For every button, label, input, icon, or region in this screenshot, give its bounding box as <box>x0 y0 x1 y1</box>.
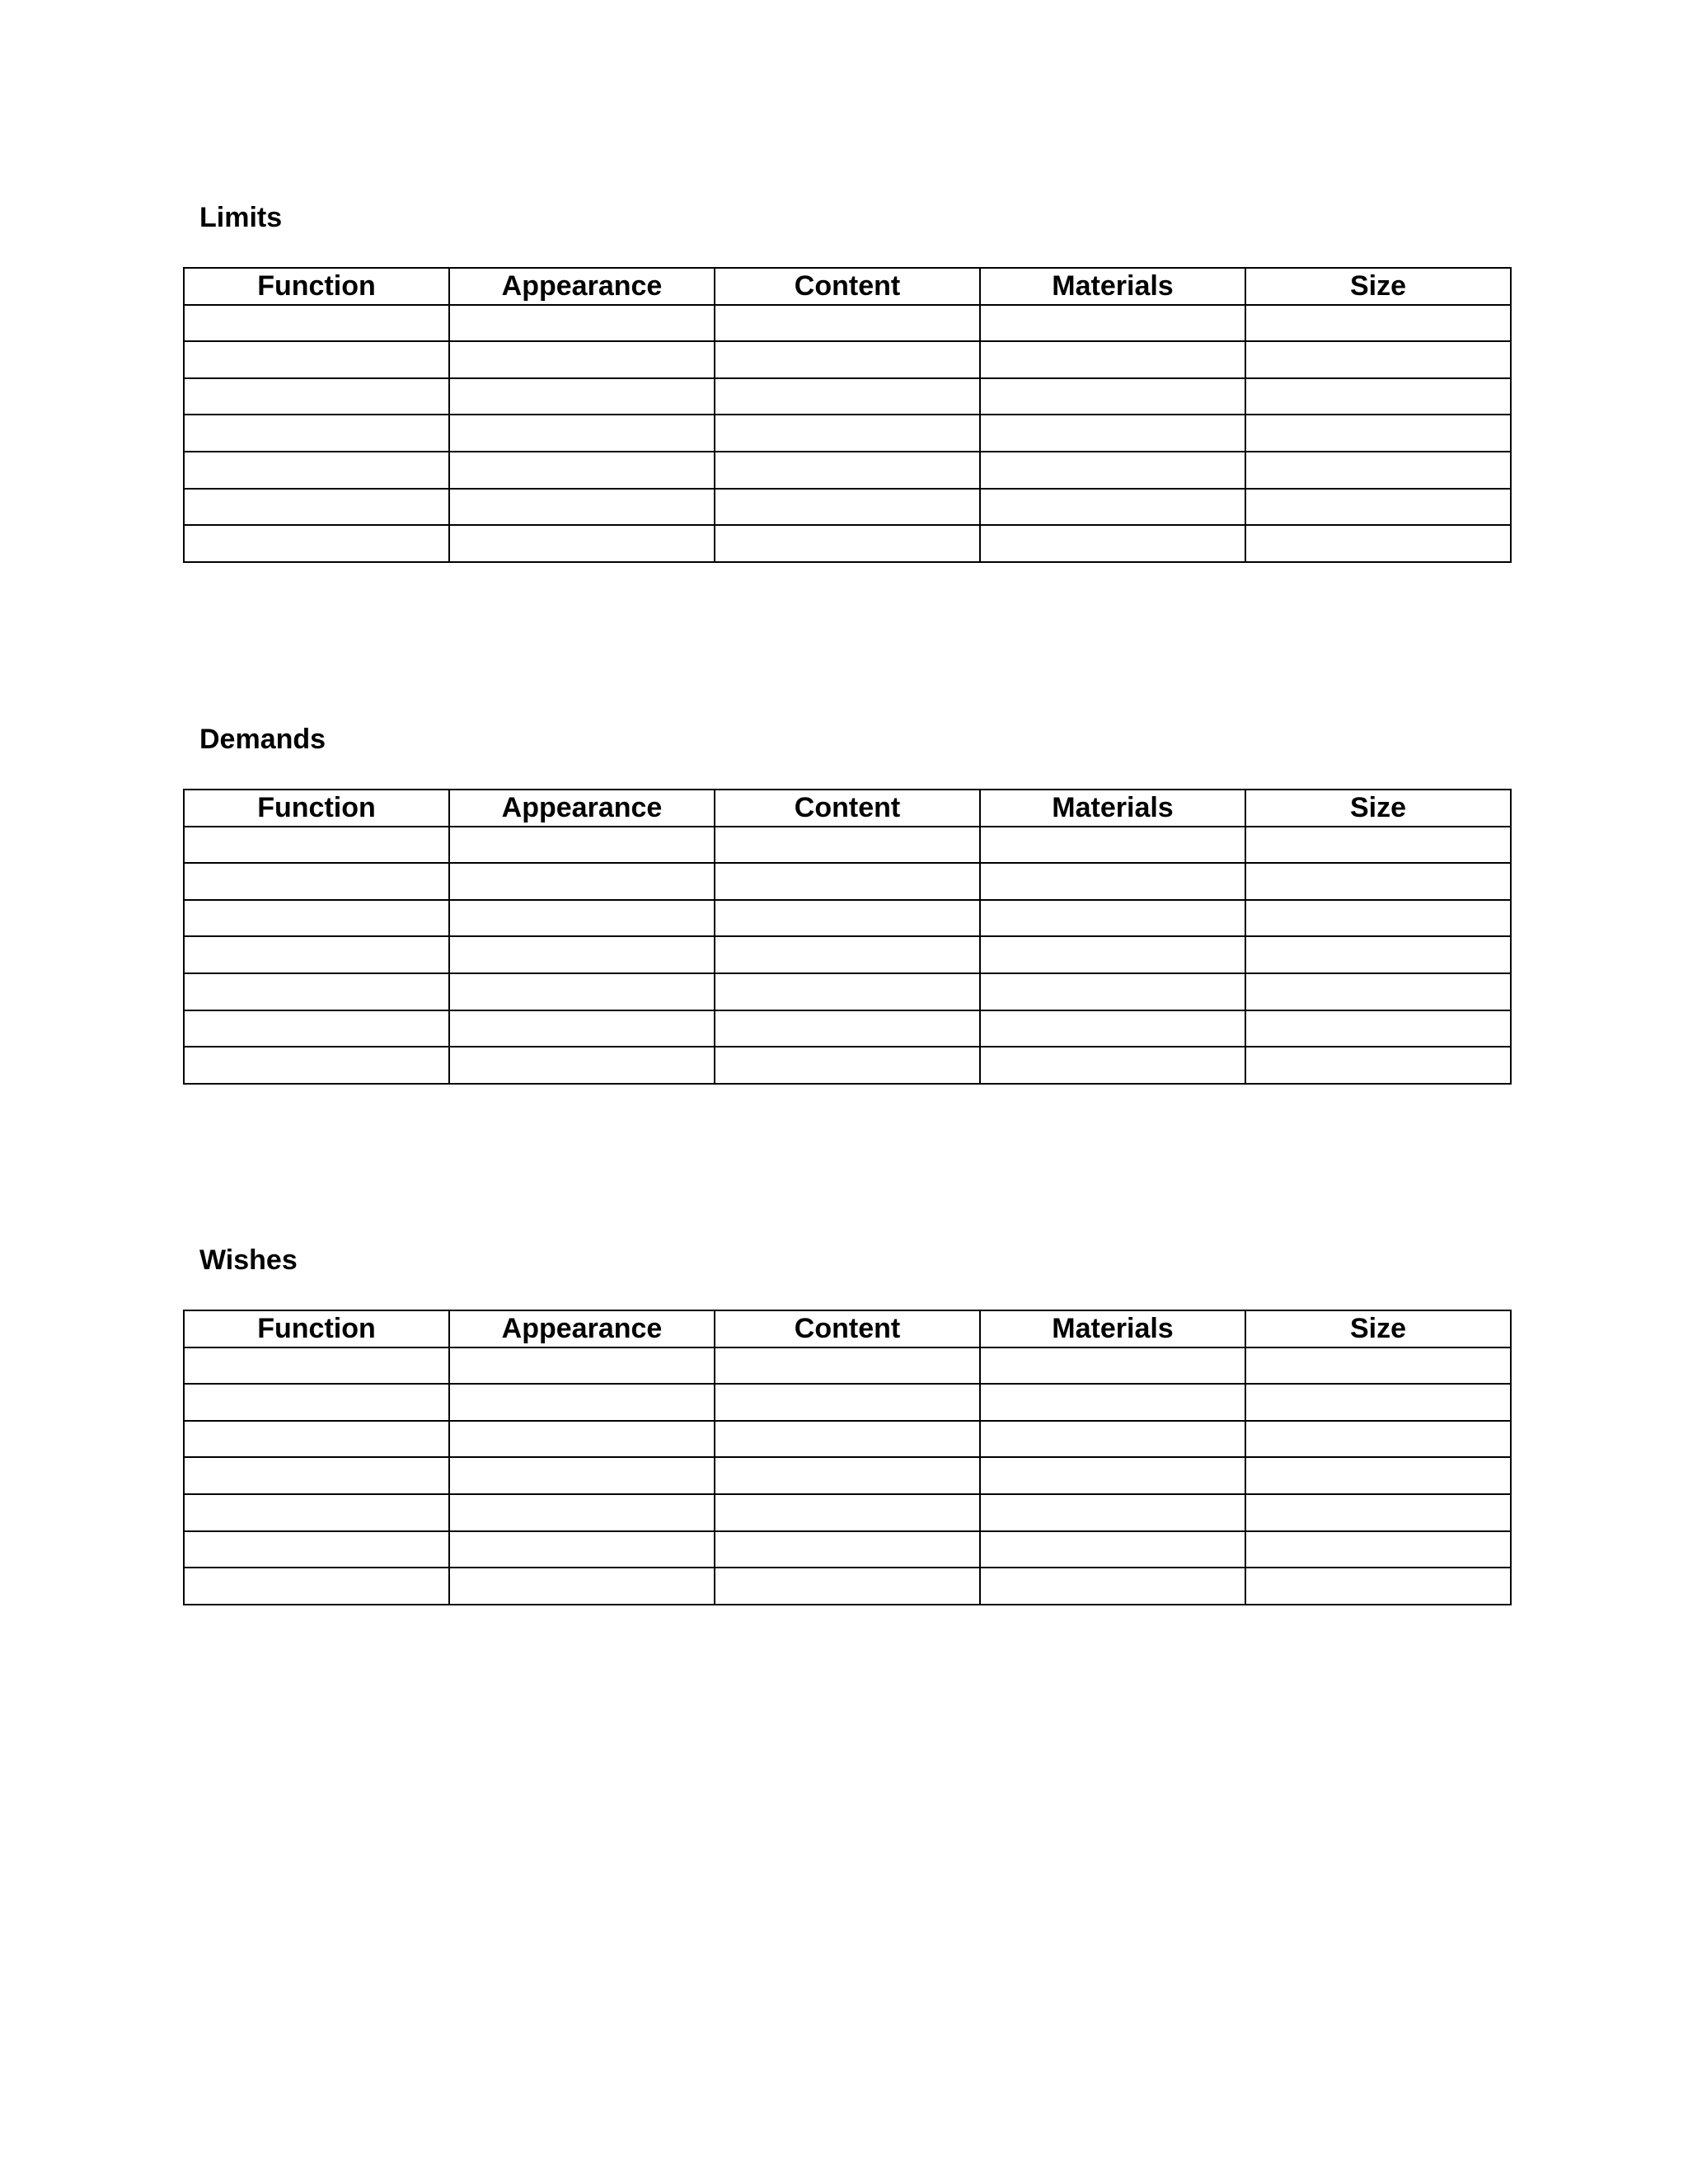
cell-content[interactable] <box>715 452 980 489</box>
cell-content[interactable] <box>715 1531 980 1568</box>
column-header-content: Content <box>715 1310 980 1347</box>
cell-function[interactable] <box>184 452 449 489</box>
cell-function[interactable] <box>184 1384 449 1421</box>
cell-content[interactable] <box>715 973 980 1010</box>
cell-appearance[interactable] <box>449 1384 715 1421</box>
cell-function[interactable] <box>184 1347 449 1385</box>
cell-appearance[interactable] <box>449 1457 715 1494</box>
cell-materials[interactable] <box>980 1010 1245 1047</box>
cell-content[interactable] <box>715 305 980 342</box>
cell-content[interactable] <box>715 489 980 526</box>
cell-content[interactable] <box>715 1457 980 1494</box>
column-header-function: Function <box>184 1310 449 1347</box>
table-row <box>184 378 1511 415</box>
table-row <box>184 936 1511 973</box>
column-header-function: Function <box>184 268 449 305</box>
cell-function[interactable] <box>184 1568 449 1605</box>
table-row <box>184 1568 1511 1605</box>
cell-function[interactable] <box>184 1047 449 1084</box>
cell-content[interactable] <box>715 415 980 452</box>
header-row <box>184 268 1511 305</box>
table-row <box>184 452 1511 489</box>
table-row <box>184 305 1511 342</box>
cell-appearance[interactable] <box>449 525 715 562</box>
cell-appearance[interactable] <box>449 1494 715 1531</box>
cell-function[interactable] <box>184 378 449 415</box>
cell-size[interactable] <box>1245 341 1511 378</box>
table-row <box>184 900 1511 937</box>
column-header-content: Content <box>715 790 980 827</box>
column-header-size: Size <box>1245 1310 1511 1347</box>
cell-appearance[interactable] <box>449 415 715 452</box>
cell-materials[interactable] <box>980 1531 1245 1568</box>
cell-size[interactable] <box>1245 1384 1511 1421</box>
column-header-appearance: Appearance <box>449 790 715 827</box>
cell-content[interactable] <box>715 378 980 415</box>
cell-appearance[interactable] <box>449 863 715 900</box>
cell-materials[interactable] <box>980 1384 1245 1421</box>
cell-materials[interactable] <box>980 415 1245 452</box>
table-row <box>184 1531 1511 1568</box>
cell-size[interactable] <box>1245 415 1511 452</box>
cell-materials[interactable] <box>980 305 1245 342</box>
column-header-materials: Materials <box>980 1310 1245 1347</box>
cell-appearance[interactable] <box>449 973 715 1010</box>
cell-materials[interactable] <box>980 1494 1245 1531</box>
cell-appearance[interactable] <box>449 1568 715 1605</box>
cell-appearance[interactable] <box>449 1347 715 1385</box>
cell-function[interactable] <box>184 489 449 526</box>
cell-content[interactable] <box>715 936 980 973</box>
column-header-appearance: Appearance <box>449 268 715 305</box>
cell-size[interactable] <box>1245 1347 1511 1385</box>
column-header-function: Function <box>184 790 449 827</box>
cell-appearance[interactable] <box>449 1047 715 1084</box>
cell-materials[interactable] <box>980 973 1245 1010</box>
cell-appearance[interactable] <box>449 378 715 415</box>
cell-size[interactable] <box>1245 1457 1511 1494</box>
cell-size[interactable] <box>1245 305 1511 342</box>
cell-appearance[interactable] <box>449 489 715 526</box>
table-row <box>184 863 1511 900</box>
table-row <box>184 489 1511 526</box>
table-row <box>184 1384 1511 1421</box>
cell-content[interactable] <box>715 827 980 864</box>
column-header-size: Size <box>1245 790 1511 827</box>
cell-function[interactable] <box>184 525 449 562</box>
table-row <box>184 1421 1511 1458</box>
cell-size[interactable] <box>1245 973 1511 1010</box>
cell-content[interactable] <box>715 1010 980 1047</box>
table-row <box>184 1047 1511 1084</box>
cell-content[interactable] <box>715 1347 980 1385</box>
cell-function[interactable] <box>184 900 449 937</box>
cell-appearance[interactable] <box>449 936 715 973</box>
section-title: Demands <box>199 724 326 755</box>
cell-materials[interactable] <box>980 936 1245 973</box>
cell-size[interactable] <box>1245 936 1511 973</box>
cell-content[interactable] <box>715 863 980 900</box>
cell-appearance[interactable] <box>449 900 715 937</box>
section-title: Limits <box>199 202 283 233</box>
wishes-table <box>183 1310 1512 1605</box>
section-title: Wishes <box>199 1244 298 1276</box>
column-header-materials: Materials <box>980 268 1245 305</box>
table-row <box>184 341 1511 378</box>
cell-content[interactable] <box>715 1421 980 1458</box>
header-row <box>184 1310 1511 1347</box>
cell-size[interactable] <box>1245 900 1511 937</box>
limits-table <box>183 267 1512 563</box>
cell-size[interactable] <box>1245 1421 1511 1458</box>
cell-appearance[interactable] <box>449 305 715 342</box>
cell-content[interactable] <box>715 1384 980 1421</box>
column-header-content: Content <box>715 268 980 305</box>
table-row <box>184 415 1511 452</box>
cell-size[interactable] <box>1245 378 1511 415</box>
table-row <box>184 1494 1511 1531</box>
cell-materials[interactable] <box>980 1421 1245 1458</box>
cell-function[interactable] <box>184 1457 449 1494</box>
cell-function[interactable] <box>184 827 449 864</box>
cell-content[interactable] <box>715 900 980 937</box>
cell-function[interactable] <box>184 341 449 378</box>
cell-content[interactable] <box>715 1494 980 1531</box>
cell-function[interactable] <box>184 1494 449 1531</box>
cell-size[interactable] <box>1245 1010 1511 1047</box>
cell-size[interactable] <box>1245 827 1511 864</box>
cell-content[interactable] <box>715 525 980 562</box>
cell-materials[interactable] <box>980 1047 1245 1084</box>
cell-size[interactable] <box>1245 525 1511 562</box>
column-header-size: Size <box>1245 268 1511 305</box>
cell-appearance[interactable] <box>449 452 715 489</box>
cell-materials[interactable] <box>980 489 1245 526</box>
table-row <box>184 1010 1511 1047</box>
cell-size[interactable] <box>1245 863 1511 900</box>
cell-function[interactable] <box>184 973 449 1010</box>
cell-appearance[interactable] <box>449 1421 715 1458</box>
cell-materials[interactable] <box>980 452 1245 489</box>
column-header-materials: Materials <box>980 790 1245 827</box>
cell-function[interactable] <box>184 936 449 973</box>
table-row <box>184 1347 1511 1385</box>
table-row <box>184 973 1511 1010</box>
cell-size[interactable] <box>1245 1568 1511 1605</box>
cell-function[interactable] <box>184 863 449 900</box>
cell-materials[interactable] <box>980 378 1245 415</box>
cell-materials[interactable] <box>980 1457 1245 1494</box>
table-row <box>184 827 1511 864</box>
cell-materials[interactable] <box>980 1347 1245 1385</box>
cell-appearance[interactable] <box>449 1531 715 1568</box>
cell-size[interactable] <box>1245 489 1511 526</box>
cell-content[interactable] <box>715 341 980 378</box>
cell-size[interactable] <box>1245 452 1511 489</box>
cell-materials[interactable] <box>980 827 1245 864</box>
cell-size[interactable] <box>1245 1494 1511 1531</box>
cell-function[interactable] <box>184 415 449 452</box>
cell-appearance[interactable] <box>449 341 715 378</box>
cell-materials[interactable] <box>980 900 1245 937</box>
cell-appearance[interactable] <box>449 1010 715 1047</box>
cell-materials[interactable] <box>980 525 1245 562</box>
cell-size[interactable] <box>1245 1047 1511 1084</box>
cell-materials[interactable] <box>980 863 1245 900</box>
cell-function[interactable] <box>184 1421 449 1458</box>
cell-materials[interactable] <box>980 341 1245 378</box>
cell-function[interactable] <box>184 305 449 342</box>
cell-size[interactable] <box>1245 1531 1511 1568</box>
cell-appearance[interactable] <box>449 827 715 864</box>
cell-function[interactable] <box>184 1010 449 1047</box>
cell-content[interactable] <box>715 1568 980 1605</box>
table-row <box>184 525 1511 562</box>
demands-table <box>183 789 1512 1085</box>
table-row <box>184 1457 1511 1494</box>
header-row <box>184 790 1511 827</box>
cell-materials[interactable] <box>980 1568 1245 1605</box>
cell-content[interactable] <box>715 1047 980 1084</box>
cell-function[interactable] <box>184 1531 449 1568</box>
column-header-appearance: Appearance <box>449 1310 715 1347</box>
